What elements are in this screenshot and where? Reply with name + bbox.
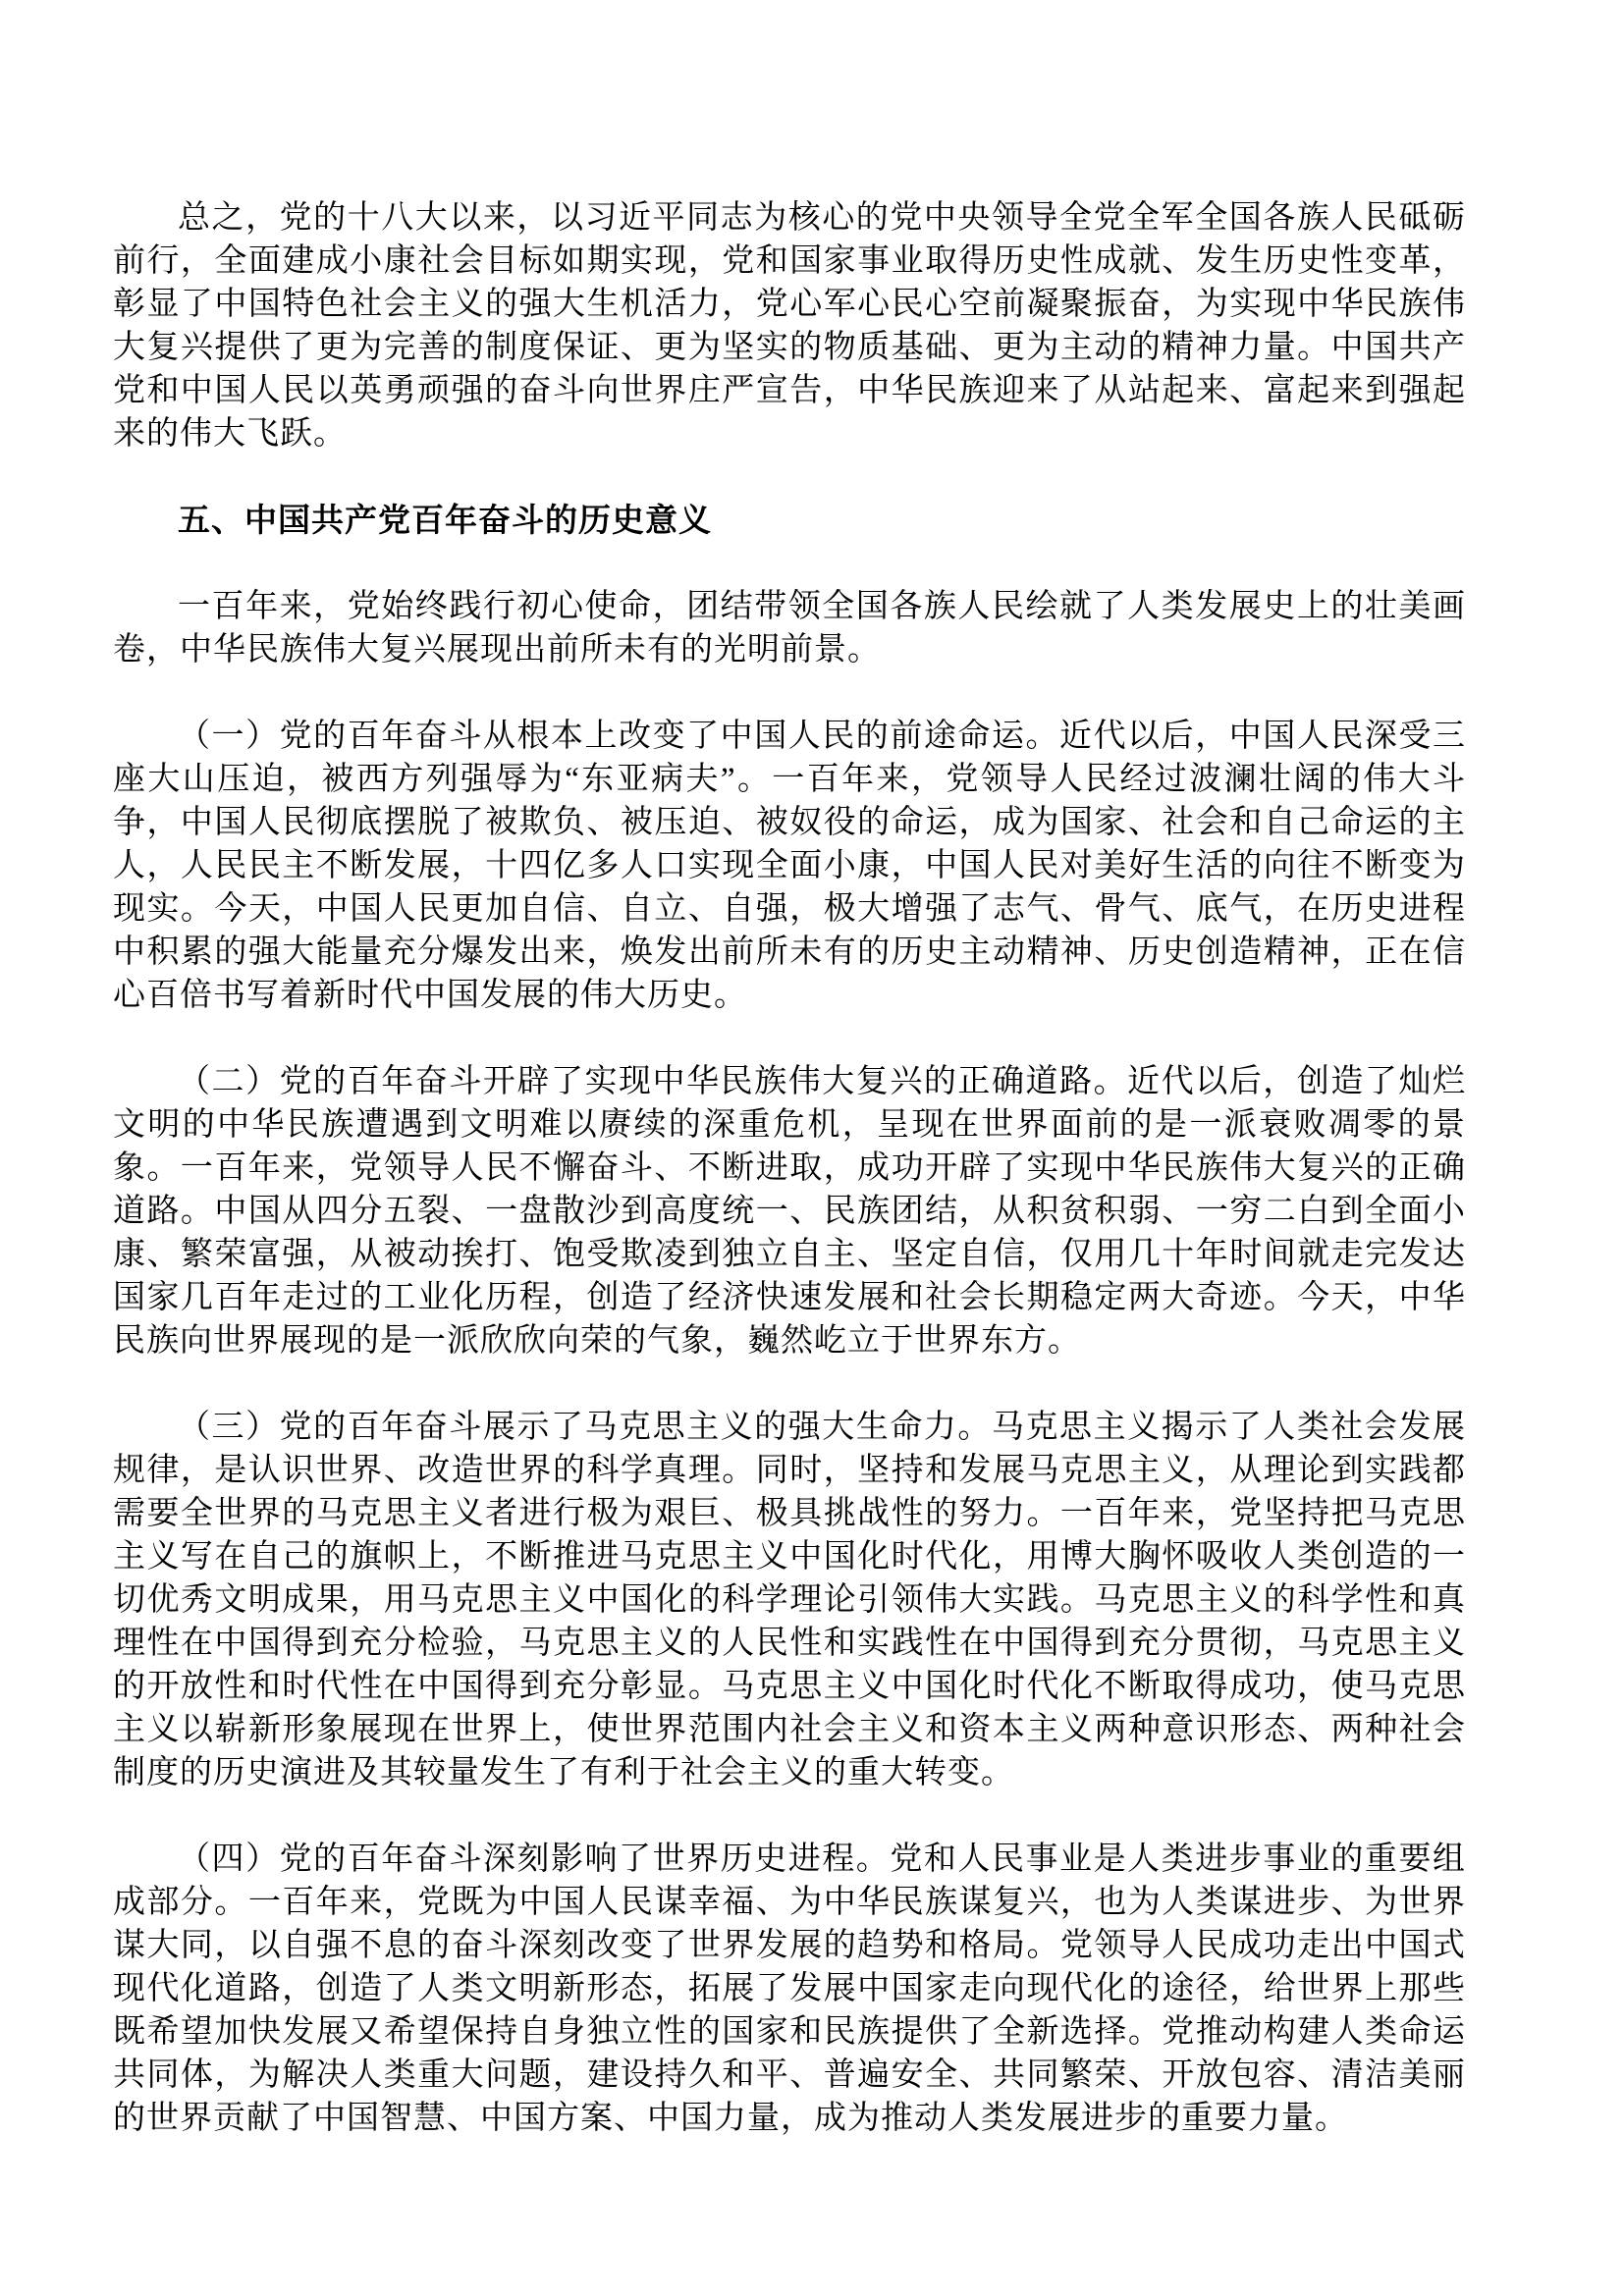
paragraph-point-1: （一）党的百年奋斗从根本上改变了中国人民的前途命运。近代以后，中国人民深受三座大山压迫，被西方列强辱为“东亚病夫”。一百年来，党领导人民经过波澜壮阔的伟大斗争，中国人民彻底摆脱了被欺负、被压迫、被奴役的命运，成为国家、社会和自己命运的主人，人民民主不断发展，十四亿多人口实现全面小康，中国人民对美好生活的向往不断变为现实。今天，中国人民更加自信、自立、自强，极大增强了志气、骨气、底气，在历史进程中积累的强大能量充分爆发出来，焕发出前所未有的历史主动精神、历史创造精神，正在信心百倍书写着新时代中国发展的伟大历史。: [113, 719, 1466, 1013]
paragraph-section-lead: 一百年来，党始终践行初心使命，团结带领全国各族人民绘就了人类发展史上的壮美画卷，中华民族伟大复兴展现出前所未有的光明前景。: [113, 589, 1466, 667]
paragraph-point-3: （三）党的百年奋斗展示了马克思主义的强大生命力。马克思主义揭示了人类社会发展规律，是认识世界、改造世界的科学真理。同时，坚持和发展马克思主义，从理论到实践都需要全世界的马克思主义者进行极为艰巨、极具挑战性的努力。一百年来，党坚持把马克思主义写在自己的旗帜上，不断推进马克思主义中国化时代化，用博大胸怀吸收人类创造的一切优秀文明成果，用马克思主义中国化的科学理论引领伟大实践。马克思主义的科学性和真理性在中国得到充分检验，马克思主义的人民性和实践性在中国得到充分贯彻，马克思主义的开放性和时代性在中国得到充分彰显。马克思主义中国化时代化不断取得成功，使马克思主义以崭新形象展现在世界上，使世界范围内社会主义和资本主义两种意识形态、两种社会制度的历史演进及其较量发生了有利于社会主义的重大转变。: [113, 1410, 1466, 1790]
paragraph-point-4: （四）党的百年奋斗深刻影响了世界历史进程。党和人民事业是人类进步事业的重要组成部分。一百年来，党既为中国人民谋幸福、为中华民族谋复兴，也为人类谋进步、为世界谋大同，以自强不息的奋斗深刻改变了世界发展的趋势和格局。党领导人民成功走出中国式现代化道路，创造了人类文明新形态，拓展了发展中国家走向现代化的途径，给世界上那些既希望加快发展又希望保持自身独立性的国家和民族提供了全新选择。党推动构建人类命运共同体，为解决人类重大问题，建设持久和平、普遍安全、共同繁荣、开放包容、清洁美丽的世界贡献了中国智慧、中国方案、中国力量，成为推动人类发展进步的重要力量。: [113, 1842, 1466, 2136]
document-body: [113, 196, 1466, 2183]
section-heading: 五、中国共产党百年奋斗的历史意义: [178, 502, 712, 538]
paragraph-intro-summary: 总之，党的十八大以来，以习近平同志为核心的党中央领导全党全军全国各族人民砥砺前行，全面建成小康社会目标如期实现，党和国家事业取得历史性成就、发生历史性变革，彰显了中国特色社会主义的强大生机活力，党心军心民心空前凝聚振奋，为实现中华民族伟大复兴提供了更为完善的制度保证、更为坚实的物质基础、更为主动的精神力量。中国共产党和中国人民以英勇顽强的奋斗向世界庄严宣告，中华民族迎来了从站起来、富起来到强起来的伟大飞跃。: [113, 200, 1466, 452]
paragraph-point-2: （二）党的百年奋斗开辟了实现中华民族伟大复兴的正确道路。近代以后，创造了灿烂文明的中华民族遭遇到文明难以赓续的深重危机，呈现在世界面前的是一派衰败凋零的景象。一百年来，党领导人民不懈奋斗、不断进取，成功开辟了实现中华民族伟大复兴的正确道路。中国从四分五裂、一盘散沙到高度统一、民族团结，从积贫积弱、一穷二白到全面小康、繁荣富强，从被动挨打、饱受欺凌到独立自主、坚定自信，仅用几十年时间就走完发达国家几百年走过的工业化历程，创造了经济快速发展和社会长期稳定两大奇迹。今天，中华民族向世界展现的是一派欣欣向荣的气象，巍然屹立于世界东方。: [113, 1064, 1466, 1359]
